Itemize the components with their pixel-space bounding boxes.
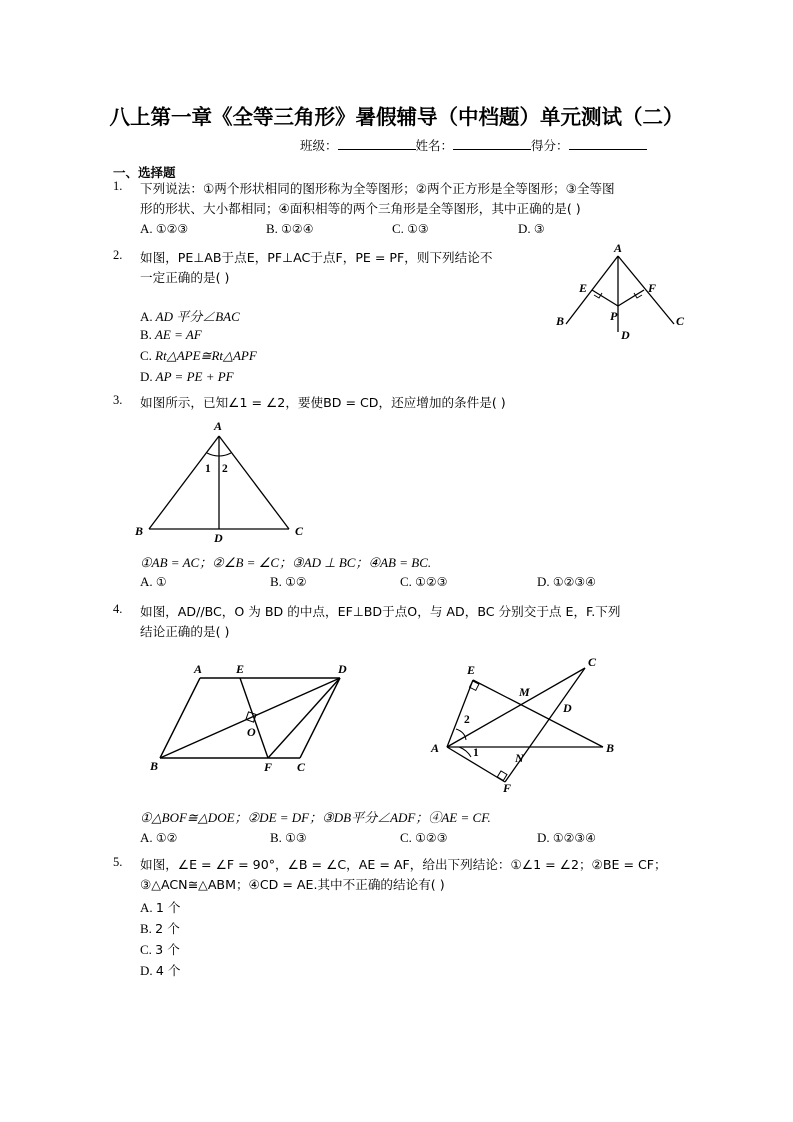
option-label: D. [537, 574, 550, 589]
figure-label-C: C [588, 655, 597, 669]
figure-label-A: A [431, 741, 440, 755]
question-1-line-2: 形的形状、大小都相同；④面积相等的两个三角形是全等图形，其中正确的是( ) [140, 201, 581, 216]
option-label: C. [392, 221, 404, 236]
option-text: ①②③④ [552, 575, 596, 589]
figure-label-C: C [295, 524, 304, 538]
option-label: D. [518, 221, 531, 236]
figure-label-F: F [264, 760, 273, 773]
option-text: 3 个 [155, 942, 180, 957]
option-text: ③ [533, 222, 545, 236]
question-4-number: 4. [113, 602, 123, 616]
option-text: ①②③④ [552, 831, 596, 845]
question-3-option-c[interactable] [400, 574, 447, 590]
option-text: 4 个 [155, 963, 181, 978]
option-label: A. [140, 309, 153, 324]
question-3-line-1: 如图所示，已知∠1 = ∠2，要使BD = CD，还应增加的条件是( ) [140, 395, 506, 410]
figure-label-1: 1 [473, 747, 479, 759]
option-text: ①②③ [415, 575, 448, 589]
figure-label-E: E [467, 663, 476, 677]
figure-label-P: P [610, 309, 618, 323]
figure-label-D: D [563, 701, 572, 715]
question-5-option-d[interactable] [140, 960, 181, 979]
figure-label-C: C [676, 314, 685, 328]
option-label: B. [266, 221, 278, 236]
figure-label-A: A [614, 241, 623, 255]
figure-label-D: D [214, 531, 223, 544]
option-label: D. [537, 830, 550, 845]
option-label: B. [270, 574, 282, 589]
question-3-option-a[interactable] [140, 574, 167, 590]
question-1-option-c[interactable] [392, 221, 429, 237]
question-5-option-c[interactable] [140, 939, 180, 958]
figure-label-M: M [519, 685, 530, 699]
question-4-conditions: ①△BOF≅△DOE；②DE = DF；③DB平分∠ADF；④AE = CF. [140, 810, 491, 825]
question-1-number: 1. [113, 179, 123, 193]
figure-label-2: 2 [464, 714, 470, 726]
question-4-figure-right [425, 652, 625, 792]
figure-label-N: N [515, 751, 524, 765]
question-4-option-b[interactable] [270, 830, 307, 846]
question-4-line-2: 结论正确的是( ) [140, 624, 230, 639]
figure-label-B: B [150, 759, 159, 773]
option-text: 2 个 [155, 921, 180, 936]
figure-label-F: F [503, 781, 512, 792]
figure-label-D: D [621, 328, 630, 340]
option-text: ①②③ [415, 831, 448, 845]
option-label: B. [140, 327, 152, 342]
option-label: A. [140, 900, 153, 915]
question-2-option-c[interactable] [140, 348, 257, 364]
option-label: C. [140, 348, 152, 363]
question-3-figure [133, 416, 333, 544]
figure-label-1: 1 [205, 463, 211, 475]
option-text: AP = PE + PF [155, 369, 234, 384]
question-5-number: 5. [113, 855, 123, 869]
figure-label-D: D [338, 662, 347, 676]
option-text: ①②③ [155, 222, 189, 236]
option-text: ①③ [407, 222, 429, 236]
option-text: ①② [285, 575, 307, 589]
question-2-line-1: 如图，PE⊥AB于点E，PF⊥AC于点F，PE = PF，则下列结论不 [140, 250, 493, 265]
option-text: 1 个 [155, 900, 181, 915]
option-text: AD 平分∠BAC [155, 309, 240, 324]
figure-label-B: B [556, 314, 565, 328]
question-1-option-a[interactable] [140, 221, 188, 237]
option-text: AE = AF [154, 327, 202, 342]
student-info-line [300, 136, 700, 154]
figure-label-O: O [247, 725, 256, 739]
section-heading-choice: 一、选择题 [113, 165, 176, 180]
option-label: B. [140, 921, 152, 936]
question-1-option-b[interactable] [266, 221, 313, 237]
figure-label-2: 2 [222, 463, 228, 475]
option-text: ①② [155, 831, 178, 845]
question-1-line-1: 下列说法：①两个形状相同的图形称为全等图形；②两个正方形是全等图形；③全等图 [140, 181, 615, 196]
option-label: A. [140, 574, 153, 589]
question-4-option-c[interactable] [400, 830, 447, 846]
name-label: 姓名： [415, 138, 454, 153]
question-2-option-a[interactable] [140, 306, 240, 325]
question-2-number: 2. [113, 248, 123, 262]
option-label: A. [140, 830, 153, 845]
figure-label-F: F [648, 281, 657, 295]
question-2-figure [556, 240, 686, 340]
question-4-figure-left [150, 658, 350, 773]
question-5-line-1: 如图，∠E = ∠F = 90°，∠B = ∠C，AE = AF，给出下列结论：①∠1 = ∠2；②BE = CF； [140, 857, 667, 872]
figure-label-C: C [297, 760, 306, 773]
figure-label-A: A [194, 662, 203, 676]
question-4-option-a[interactable] [140, 830, 177, 846]
score-blank-field[interactable] [569, 137, 647, 150]
question-2-option-b[interactable] [140, 327, 202, 343]
question-3-number: 3. [113, 393, 123, 407]
option-label: C. [140, 942, 152, 957]
option-text: ①③ [285, 831, 307, 845]
option-label: B. [270, 830, 282, 845]
question-3-conditions: ①AB = AC；②∠B = ∠C；③AD ⊥ BC；④AB = BC. [140, 555, 432, 570]
figure-label-A: A [214, 419, 223, 433]
score-label: 得分： [531, 138, 569, 153]
figure-label-E: E [236, 662, 245, 676]
question-5-option-a[interactable] [140, 897, 181, 916]
option-text: ①②④ [281, 222, 314, 236]
question-4-line-1: 如图，AD//BC，O 为 BD 的中点，EF⊥BD于点O，与 AD，BC 分别交于点 E，F.下列 [140, 604, 621, 619]
class-blank-field[interactable] [338, 137, 416, 150]
option-label: C. [400, 830, 412, 845]
question-2-option-d[interactable] [140, 369, 234, 385]
option-text: ① [155, 575, 167, 589]
page-title: 八上第一章《全等三角形》暑假辅导（中档题）单元测试（二） [109, 105, 684, 129]
question-3-option-d[interactable] [537, 574, 596, 590]
name-blank-field[interactable] [453, 137, 531, 150]
option-label: D. [140, 963, 153, 978]
option-label: A. [140, 221, 153, 236]
question-3-option-b[interactable] [270, 574, 307, 590]
option-label: D. [140, 369, 153, 384]
option-label: C. [400, 574, 412, 589]
figure-label-B: B [606, 741, 615, 755]
question-1-option-d[interactable] [518, 221, 545, 237]
question-5-option-b[interactable] [140, 918, 180, 937]
question-2-line-2: 一定正确的是( ) [140, 270, 230, 285]
option-text: Rt△APE≅Rt△APF [155, 348, 257, 363]
figure-label-E: E [579, 281, 588, 295]
question-5-line-2: ③△ACN≅△ABM；④CD = AE.其中不正确的结论有( ) [140, 877, 445, 892]
figure-label-B: B [135, 524, 144, 538]
question-4-option-d[interactable] [537, 830, 596, 846]
class-label: 班级： [300, 138, 338, 153]
